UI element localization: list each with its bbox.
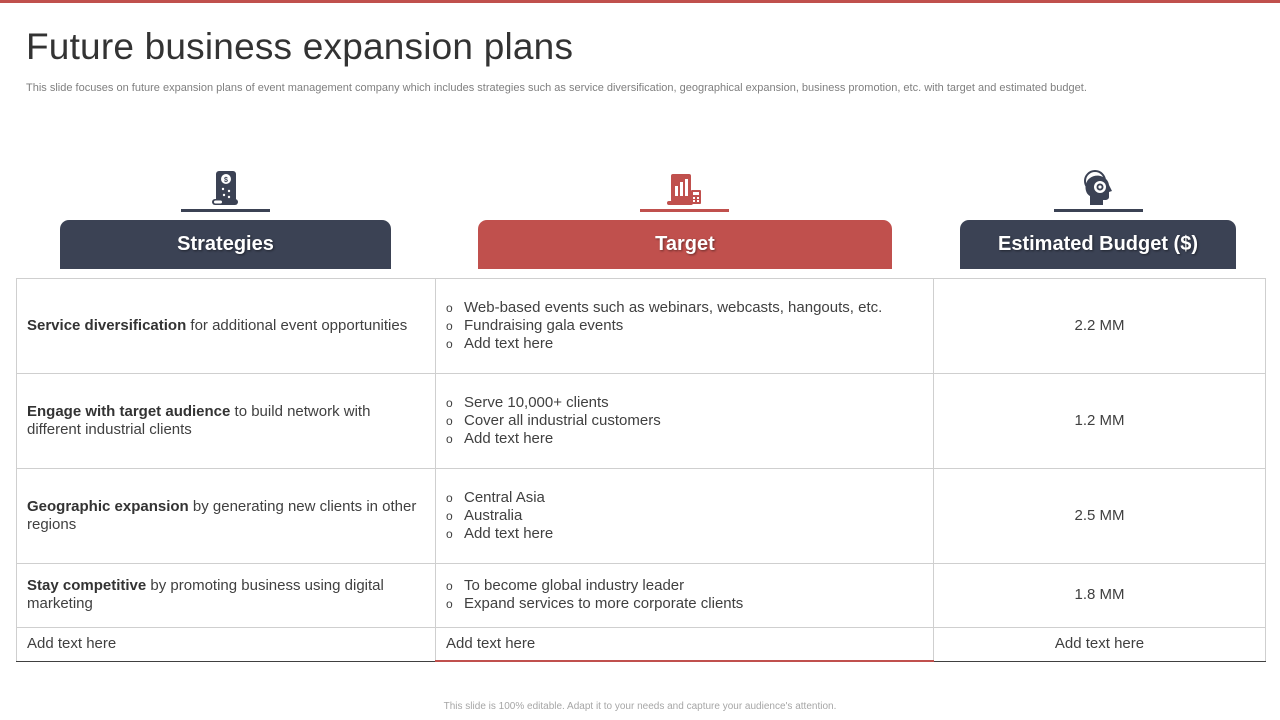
target-item: o Expand services to more corporate clients — [446, 595, 923, 613]
slide-footer: This slide is 100% editable. Adapt it to your needs and capture your audience's attention. — [443, 701, 837, 712]
target-list — [446, 299, 923, 353]
target-icon-underline — [640, 209, 729, 212]
target-list — [446, 489, 923, 543]
target-item: o Australia — [446, 507, 923, 525]
strategy-description: by promoting business using digital marketing — [27, 577, 384, 613]
target-item: o Add text here — [446, 430, 923, 448]
target-cell — [436, 468, 934, 563]
table-row — [17, 373, 1266, 468]
budget-cell: 1.2 MM — [934, 373, 1266, 468]
target-list — [446, 394, 923, 448]
strategy-name: Stay competitive — [27, 577, 147, 595]
target-item: o Web-based events such as webinars, webcasts, hangouts, etc. — [446, 299, 923, 317]
strategy-cell — [17, 563, 436, 627]
target-chart-icon — [661, 168, 707, 208]
strategy-document-icon — [202, 168, 248, 208]
strategy-description: by generating new clients in other regions — [27, 497, 417, 533]
target-cell — [436, 563, 934, 627]
budget-cell: 2.5 MM — [934, 468, 1266, 563]
strategies-icon-underline — [181, 209, 270, 212]
strategy-name: Service diversification — [27, 316, 187, 334]
budget-cell: Add text here — [934, 627, 1266, 661]
expansion-plans-table — [16, 278, 1266, 662]
target-cell: Add text here — [436, 627, 934, 661]
budget-cell: 1.8 MM — [934, 563, 1266, 627]
strategy-cell — [17, 373, 436, 468]
target-item: o Fundraising gala events — [446, 317, 923, 335]
strategy-description: to build network with different industrial clients — [27, 402, 371, 438]
target-item: o Cover all industrial customers — [446, 412, 923, 430]
target-item: o Central Asia — [446, 489, 923, 507]
strategies-header: Strategies — [60, 220, 391, 269]
target-cell — [436, 373, 934, 468]
estimated-budget-header: Estimated Budget ($) — [960, 220, 1236, 269]
target-item: o To become global industry leader — [446, 577, 923, 595]
target-item: o Serve 10,000+ clients — [446, 394, 923, 412]
target-cell — [436, 279, 934, 374]
strategy-name: Geographic expansion — [27, 497, 189, 515]
strategy-cell — [17, 468, 436, 563]
head-gear-icon — [1076, 168, 1122, 208]
table-row — [17, 627, 1266, 661]
svg-text:$: $ — [224, 177, 228, 184]
budget-icon-underline — [1054, 209, 1143, 212]
table-row — [17, 468, 1266, 563]
target-list — [446, 577, 923, 613]
table-row — [17, 279, 1266, 374]
slide-title: Future business expansion plans — [26, 26, 574, 67]
strategy-name: Engage with target audience — [27, 402, 231, 420]
strategy-cell — [17, 279, 436, 374]
slide-subtitle: This slide focuses on future expansion plans of event management company which includes strategies such as service diversification, geographical expansion, business promotion, etc. with target and estimated budget. — [26, 82, 1087, 94]
top-accent-bar — [0, 0, 1280, 3]
target-item: o Add text here — [446, 335, 923, 353]
strategy-description: for additional event opportunities — [186, 316, 408, 334]
target-item: o Add text here — [446, 525, 923, 543]
budget-cell: 2.2 MM — [934, 279, 1266, 374]
target-header: Target — [478, 220, 892, 269]
strategy-cell: Add text here — [17, 627, 436, 661]
table-row — [17, 563, 1266, 627]
